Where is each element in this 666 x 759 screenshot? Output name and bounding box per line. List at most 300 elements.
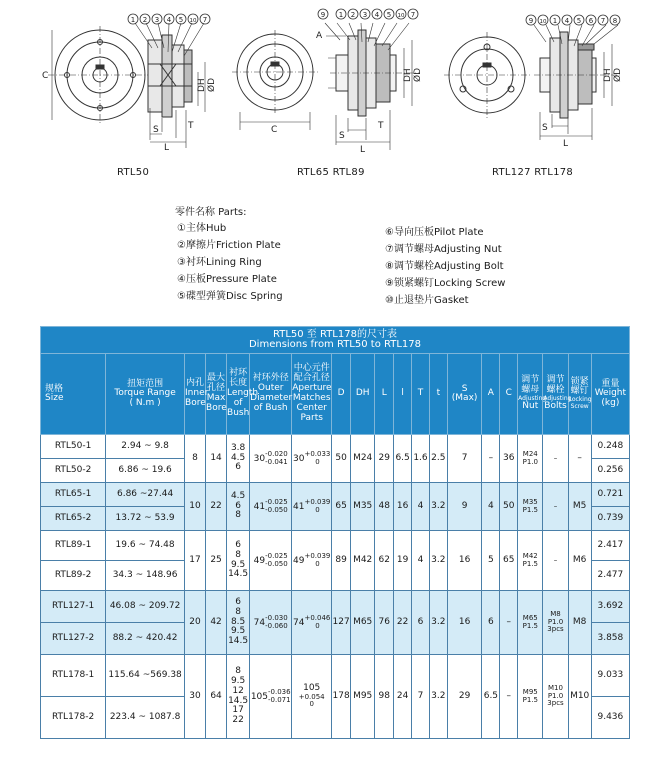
cell-lining-line: 9.5 [230,559,246,570]
cell-t-upper: 4 [412,483,430,531]
table-title-cn: RTL50 至 RTL178的尺寸表 [273,328,397,340]
col-s-sub: (Max) [451,393,478,403]
col-screw-cn: 锁紧螺钉 [570,376,589,397]
cell-torque: 46.08 ~ 209.72 [106,591,185,623]
cell-lining [227,483,250,531]
cell-center-value: 74 [293,618,305,628]
part-item [177,236,281,251]
cell-size: RTL65-2 [41,507,106,531]
cell-bolt [543,483,568,531]
col-center-cn: 中心元件配合孔径 [293,363,330,384]
cell-outer-value: 105 [250,692,268,702]
cell-d: 127 [332,591,351,655]
col-bolt-en-b: Bolts [544,401,567,412]
balloon-c4: 4 [564,17,570,25]
cell-outer-tol-upper: -0.030 [265,613,288,622]
part-name: 导向压板Pilot Plate [393,227,484,238]
part-item [385,274,505,289]
cell-size: RTL178-1 [41,655,106,697]
balloon-a7: 7 [202,16,208,24]
cell-weight: 2.417 [591,531,629,561]
cell-bore: 17 [185,531,206,591]
dim-label-d1: ØD [207,77,217,92]
cell-s: 9 [447,483,482,531]
part-num: ④ [177,274,186,285]
dim-label-t1: T [188,121,194,131]
cell-lining-line: 4.5 [230,490,246,501]
balloon-b3: 2 [350,11,356,19]
col-bolt-en-a: Adjusting [543,394,572,402]
dim-label-s1: S [153,125,159,135]
drawing-rtl50 [48,14,210,148]
cell-s: 16 [447,531,482,591]
cell-lining [227,435,250,483]
cell-lining-line: 8 [235,549,241,560]
balloon-b7: 10 [397,13,405,19]
col-torque [106,354,185,435]
part-num: ⑤ [177,291,186,302]
cell-torque: 6.86 ~27.44 [106,483,185,507]
cell-center-tol-upper: +0.054 [298,692,325,701]
balloon-b8: 7 [410,11,416,19]
cell-t-upper: 4 [412,531,430,591]
cell-nut-line: M42 [522,551,538,560]
cell-bore: 20 [185,591,206,655]
cell-t-lower: 3.2 [429,531,447,591]
cell-nut [518,483,543,531]
cell-screw: M5 [568,483,591,531]
part-item [177,253,262,268]
cell-size: RTL89-2 [41,561,106,591]
cell-nut [518,591,543,655]
part-num: ② [177,240,186,251]
cell-torque: 6.86 ~ 19.6 [106,459,185,483]
balloon-a3: 3 [154,16,160,24]
cell-outer-tol-upper: -0.025 [265,551,288,560]
col-maxbore-en: Max Bore [206,393,227,413]
cell-l-small: 22 [394,591,412,655]
dim-label-dh2: DH [403,68,413,82]
col-adjusting-nut [518,354,547,435]
cell-outer-tol-lower: -0.050 [265,505,288,514]
part-name: 锁紧螺钉Locking Screw [393,278,506,289]
cell-center-tol-lower: 0 [315,505,320,514]
col-size-en: Size [45,393,64,403]
cell-lining [227,655,250,739]
cell-outer-tol-upper: -0.025 [265,497,288,506]
col-t-upper: T [412,354,430,435]
cell-c: 36 [500,435,518,483]
cell-dh: M95 [351,655,375,739]
col-lining-en: Length of Bush [227,388,259,418]
balloon-b1: 9 [320,11,326,19]
cell-s: 29 [447,655,482,739]
col-weight-cn: 重量 [601,378,620,389]
drawing-rtl127-178 [444,15,620,140]
cell-lining-line: 8 [235,665,241,676]
balloon-c6: 6 [588,17,594,25]
cell-nut [518,435,543,483]
part-item [385,223,484,238]
cell-a: 6.5 [482,655,500,739]
cell-weight: 3.692 [591,591,629,623]
cell-weight: 0.256 [591,459,629,483]
cell-center [292,531,332,591]
cell-nut [518,655,543,739]
cell-lining-line: 9.5 [230,626,246,637]
balloon-c1: 9 [528,17,534,25]
cell-outer-value: 41 [253,502,266,512]
col-dh: DH [351,354,375,435]
cell-a: 6 [482,591,500,655]
cell-center-tol-lower: 0 [315,559,320,568]
col-maxbore-cn: 最大孔径 [207,373,226,394]
cell-nut-line: M95 [522,687,538,696]
cell-bolt-line: P1.0 [547,691,564,700]
cell-weight: 9.033 [591,655,629,697]
cell-torque: 2.94 ~ 9.8 [106,435,185,459]
cell-screw: M6 [568,531,591,591]
col-size [41,354,106,435]
part-num: ⑧ [385,261,394,272]
col-screw-en: Locking Screw [568,396,592,410]
cell-t-upper: 7 [412,655,430,739]
dim-label-d2: ØD [413,67,423,82]
cell-center-tol-lower: 0 [309,700,314,709]
part-name: 主体Hub [185,223,227,234]
cell-d: 65 [332,483,351,531]
parts-title: 零件名称 Parts: [175,207,247,218]
cell-l-small: 19 [394,531,412,591]
dim-label-c1: C [42,71,49,81]
cell-center-tol-lower: 0 [315,621,320,630]
col-torque-unit: ( N.m ) [129,397,161,408]
col-d: D [332,354,351,435]
cell-outer-tol-upper: -0.036 [268,687,291,696]
cell-outer [250,591,292,655]
balloon-b5: 4 [374,11,380,19]
col-bolt-cn: 调节螺栓 [546,374,565,395]
cell-size: RTL50-1 [41,435,106,459]
cell-nut-line: M35 [522,497,538,506]
cell-torque: 13.72 ~ 53.9 [106,507,185,531]
part-item [385,240,502,255]
cell-c: – [500,655,518,739]
cell-nut-line: P1.5 [522,505,538,514]
col-s-label: S [461,383,468,394]
part-name: 调节螺母Adjusting Nut [393,244,502,255]
col-lining-length [227,354,259,435]
balloon-a6: 10 [189,18,197,24]
part-num: ⑥ [385,227,394,238]
col-inner-bore [185,354,209,435]
cell-lining-line: 12 [232,685,244,696]
cell-center [292,655,332,739]
col-adjusting-bolts [543,354,572,435]
cell-maxbore: 14 [206,435,227,483]
cell-t-upper: 6 [412,591,430,655]
cell-weight: 9.436 [591,697,629,739]
cell-lining-line: 4.5 [230,452,246,463]
cell-nut-line: P1.5 [522,559,538,568]
cell-maxbore: 22 [206,483,227,531]
cell-center [292,483,332,531]
cell-center-tol-upper: +0.039 [304,551,331,560]
cell-bolt [543,655,568,739]
cell-weight: 0.739 [591,507,629,531]
cell-l-small: 16 [394,483,412,531]
cell-lining-line: 8 [235,606,241,617]
balloon-c3: 1 [552,17,558,25]
col-l: L [375,354,394,435]
cell-d: 178 [332,655,351,739]
cell-c: 65 [500,531,518,591]
dim-label-a2: A [316,31,323,41]
cell-screw: M8 [568,591,591,655]
part-item [385,291,469,306]
dim-label-s3: S [542,123,548,133]
cell-lining-line: 6 [235,500,241,511]
cell-size: RTL178-2 [41,697,106,739]
cell-lining-line: 14.5 [228,695,249,706]
dim-label-l1: L [164,143,170,153]
cell-l: 62 [375,531,394,591]
cell-center-value: 105 [303,683,321,694]
cell-size: RTL127-1 [41,591,106,623]
cell-outer-tol-lower: -0.071 [268,695,291,704]
part-item [385,257,504,272]
cell-l: 29 [375,435,394,483]
dim-label-d3: ØD [613,67,623,82]
cell-outer [250,531,292,591]
cell-bolt [543,531,568,591]
cell-bolt-line: – [553,555,558,564]
cell-lining-line: 17 [232,705,244,716]
cell-bolt-line: P1.0 [547,617,564,626]
cell-outer-tol-upper: -0.020 [265,449,288,458]
cell-torque: 88.2 ~ 420.42 [106,623,185,655]
cell-s: 7 [447,435,482,483]
cell-t-lower: 3.2 [429,483,447,531]
table-row [41,483,630,507]
cell-outer-value: 74 [253,618,266,628]
balloon-c2: 10 [539,19,547,25]
balloon-c8: 8 [612,17,618,25]
cell-bolt-line: M10 [548,683,563,692]
cell-outer-tol-lower: -0.050 [265,559,288,568]
col-s [447,354,482,435]
dim-label-dh1: DH [197,78,207,92]
cell-bore: 30 [185,655,206,739]
cell-size: RTL65-1 [41,483,106,507]
cell-center-tol-upper: +0.039 [304,497,331,506]
col-nut-cn: 调节螺母 [521,374,540,395]
part-name: 碟型弹簧Disc Spring [185,291,283,302]
cell-lining-line: 9.5 [230,675,246,686]
balloon-a5: 5 [178,16,184,24]
cell-size: RTL50-2 [41,459,106,483]
cell-center-tol-upper: +0.046 [304,613,331,622]
cell-outer [250,655,292,739]
cell-l: 48 [375,483,394,531]
dim-label-s2: S [339,131,345,141]
cell-t-upper: 1.6 [412,435,430,483]
cell-d: 89 [332,531,351,591]
balloon-b6: 5 [386,11,392,19]
cell-center-tol-lower: 0 [315,457,320,466]
col-c: C [500,354,518,435]
cell-weight: 0.248 [591,435,629,459]
balloon-b4: 3 [362,11,368,19]
cell-torque: 223.4 ~ 1087.8 [106,697,185,739]
part-item [177,287,283,302]
cell-outer-value: 49 [253,556,266,566]
cell-bolt [543,591,568,655]
cell-l: 98 [375,655,394,739]
parts-list [175,203,595,313]
col-l-small: l [394,354,412,435]
part-num: ③ [177,257,186,268]
cell-weight: 3.858 [591,623,629,655]
part-num: ⑩ [385,295,394,306]
part-item [177,270,277,285]
cell-l-small: 24 [394,655,412,739]
cell-nut-line: M24 [522,449,538,458]
col-outer-en: Outer Diameter of Bush [250,383,293,413]
cell-lining [227,591,250,655]
cell-torque: 19.6 ~ 74.48 [106,531,185,561]
cell-bore: 10 [185,483,206,531]
cell-outer-value: 30 [253,454,266,464]
col-weight-unit: (kg) [601,397,620,408]
cell-bolt-line: – [553,501,558,510]
col-center-en: Aperture Matches Center Parts [292,383,332,423]
col-nut-en-a: Adjusting [518,394,547,402]
col-weight [591,354,629,435]
dim-label-l2: L [360,145,366,155]
cell-size: RTL127-2 [41,623,106,655]
cell-lining-line: 14.5 [228,569,249,580]
dim-label-l3: L [563,139,569,149]
cell-maxbore: 25 [206,531,227,591]
cell-center [292,435,332,483]
cell-c: 50 [500,483,518,531]
balloon-c7: 7 [600,17,606,25]
col-locking-screw [568,354,591,435]
part-name: 调节螺栓Adjusting Bolt [393,261,504,272]
cell-center-value: 41 [293,502,305,512]
cell-center [292,591,332,655]
cell-s: 16 [447,591,482,655]
cell-screw: – [568,435,591,483]
balloon-c5: 5 [576,17,582,25]
col-lining-cn: 衬环长度 [229,368,248,389]
part-num: ① [177,223,186,234]
cell-dh: M24 [351,435,375,483]
cell-bolt-line: 3pcs [547,625,564,634]
dim-label-c2: C [271,125,278,135]
part-name: 摩擦片Friction Plate [185,240,281,251]
col-torque-cn: 扭矩范围 [127,378,164,389]
cell-screw: M10 [568,655,591,739]
col-bore-cn: 内孔 [186,378,205,389]
cell-outer [250,435,292,483]
cell-torque: 34.3 ~ 148.96 [106,561,185,591]
cell-lining-line: 8 [235,510,241,521]
table-title-en: Dimensions from RTL50 to RTL178 [248,339,421,350]
cell-lining-line: 6 [235,539,241,550]
cell-lining-line: 22 [232,715,244,726]
cell-c: – [500,591,518,655]
cell-t-lower: 3.2 [429,591,447,655]
col-t-lower: t [429,354,447,435]
cell-outer [250,483,292,531]
model-label-rtl65-89: RTL65 RTL89 [297,167,365,178]
cell-nut-line: P1.5 [522,695,538,704]
cell-weight: 0.721 [591,483,629,507]
model-label-rtl127-178: RTL127 RTL178 [492,167,574,178]
col-max-bore [206,354,227,435]
cell-outer-tol-lower: -0.041 [265,457,288,466]
cell-lining [227,531,250,591]
cell-l: 76 [375,591,394,655]
cell-dh: M35 [351,483,375,531]
balloon-a1: 1 [130,16,136,24]
part-num: ⑨ [385,278,394,289]
cell-lining-line: 6 [235,462,241,473]
cell-maxbore: 64 [206,655,227,739]
cell-d: 50 [332,435,351,483]
table-row [41,591,630,623]
col-center-aperture [292,354,332,435]
cell-torque: 115.64 ~569.38 [106,655,185,697]
cell-center-value: 30 [293,454,305,464]
balloon-b2: 1 [338,11,344,19]
table-row [41,655,630,697]
cell-dh: M42 [351,531,375,591]
dim-label-dh3: DH [603,68,613,82]
col-torque-en: Torque Range [114,388,176,399]
part-item [177,219,226,234]
col-weight-en: Weight [594,388,627,399]
cell-t-lower: 3.2 [429,655,447,739]
cell-dh: M65 [351,591,375,655]
cell-outer-tol-lower: -0.060 [265,621,288,630]
cell-nut [518,531,543,591]
cell-bolt-line: M8 [550,609,561,618]
dimension-table [40,326,630,739]
cell-lining-line: 6 [235,596,241,607]
part-name: 衬环Lining Ring [185,257,262,268]
cell-a: 4 [482,483,500,531]
cell-l-small: 6.5 [394,435,412,483]
cell-nut-line: P1.0 [522,457,538,466]
cell-lining-line: 3.8 [230,442,246,453]
cell-maxbore: 42 [206,591,227,655]
table-title [41,327,630,354]
table-row [41,435,630,459]
col-bore-en: Inner Bore [185,388,209,408]
cell-bolt-line: 3pcs [547,699,564,708]
part-name: 止退垫片Gasket [393,295,469,306]
balloon-a4: 4 [166,16,172,24]
cell-nut-line: P1.5 [522,621,538,630]
cell-lining-line: 14.5 [228,636,249,647]
table-row [41,531,630,561]
model-label-rtl50: RTL50 [117,167,150,178]
part-name: 压板Pressure Plate [185,274,277,285]
balloon-a2: 2 [142,16,148,24]
